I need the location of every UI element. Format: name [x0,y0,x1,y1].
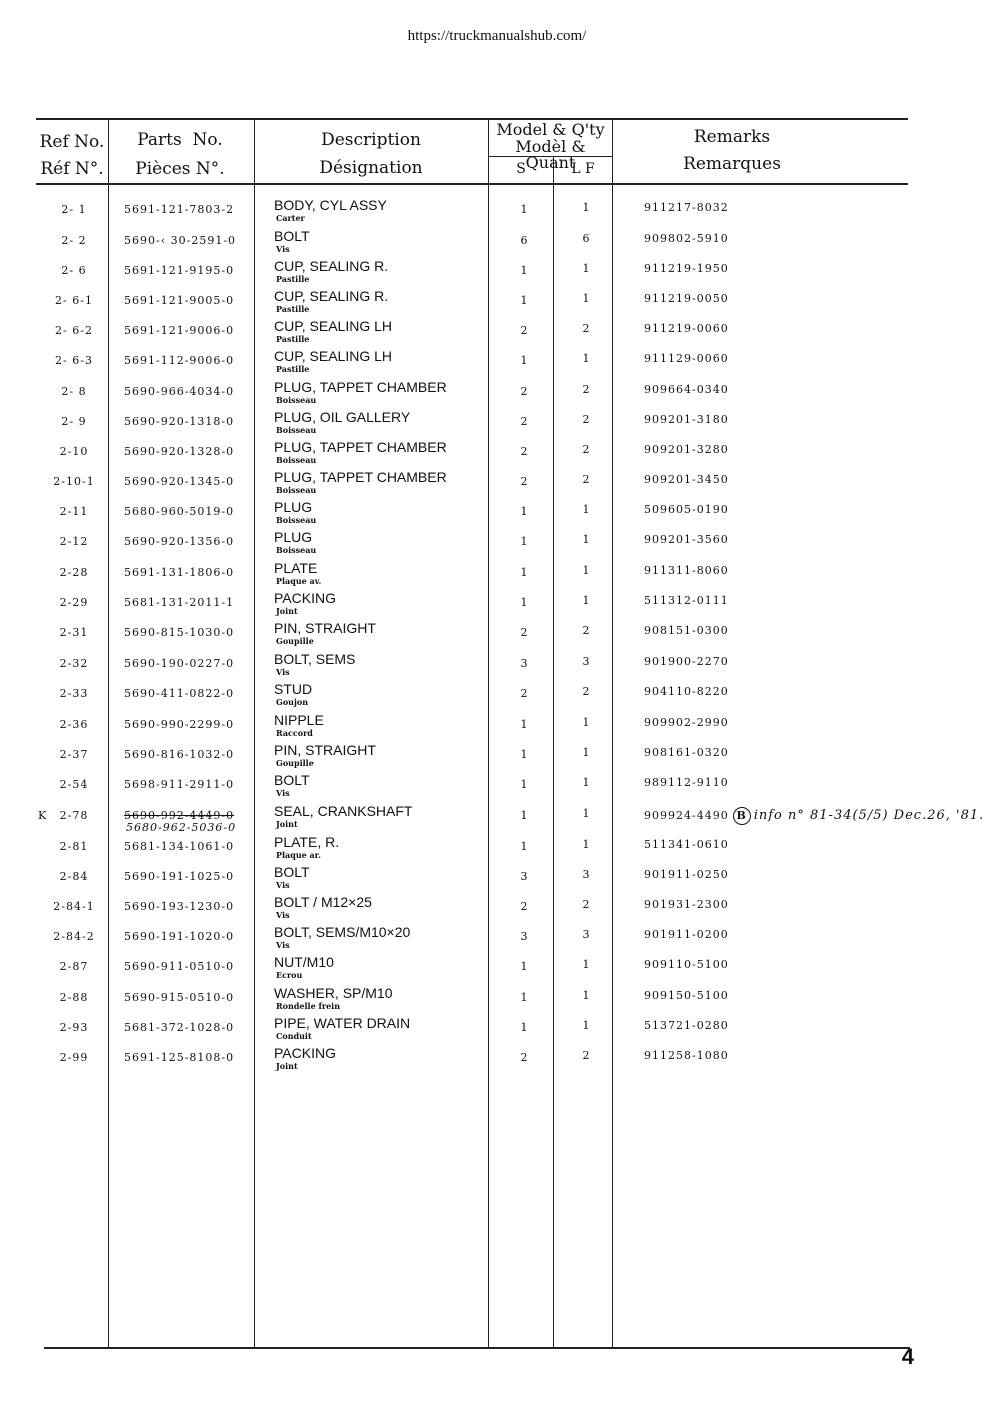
designation: Boisseau [276,455,317,465]
remark-code: 911217-8032 [644,201,729,214]
designation: Rondelle frein [276,1001,341,1011]
table-row [0,348,994,378]
qty-s: 3 [520,657,528,670]
designation: Ecrou [276,970,303,980]
note-container [733,808,985,823]
remark-code: 909802-5910 [644,232,729,245]
header-col-lf: L F [571,161,595,177]
qty-s: 2 [520,687,528,700]
header-model-fr: Modèl & Quant [515,137,586,172]
part-no: 5680-960-5019-0 [124,505,235,518]
description: BOLT, SEMS [274,651,356,667]
part-no: 5690-190-0227-0 [124,657,235,670]
remark [644,383,729,396]
designation: Plaque ar. [276,850,321,860]
remark [644,564,729,577]
designation: Vis [276,940,290,950]
description: BOLT [274,228,310,244]
ref-no: 2- 8 [61,385,87,398]
part-no: 5681-134-1061-0 [124,840,235,853]
header-ref-fr: Réf N°. [40,159,104,179]
table-row [0,499,994,529]
remark-code: 909201-3560 [644,533,729,546]
header-remarks-en: Remarks [693,127,771,147]
table-row [0,1015,994,1045]
replacement-part-no: 5680-962-5036-0 [126,821,237,834]
source-url[interactable]: https://truckmanualshub.com/ [407,28,587,44]
description: PLATE, R. [274,834,340,850]
remark-code: 511312-0111 [644,594,729,607]
description: PLUG, TAPPET CHAMBER [274,379,447,395]
remark-code: 908151-0300 [644,624,729,637]
designation: Boisseau [276,425,317,435]
qty-s: 2 [520,900,528,913]
part-no: 5690-191-1020-0 [124,930,235,943]
description: BOLT [274,772,310,788]
designation: Vis [276,880,290,890]
qty-lf: 1 [582,564,590,577]
qty-s: 1 [520,718,528,731]
qty-lf: 1 [582,838,590,851]
part-no: 5698-911-2911-0 [124,778,235,791]
qty-lf: 2 [582,685,590,698]
table-row [0,469,994,499]
qty-s: 1 [520,596,528,609]
designation: Boisseau [276,485,317,495]
remark [644,473,729,486]
remark-code: 901911-0200 [644,928,729,941]
remark-code: 909201-3180 [644,413,729,426]
remark-code: 911129-0060 [644,352,729,365]
description: BODY, CYL ASSY [274,197,387,213]
qty-s: 3 [520,930,528,943]
ref-no: 2- 2 [61,234,87,247]
ref-no: 2-36 [59,718,89,731]
part-no: 5690-191-1025-0 [124,870,235,883]
qty-lf: 6 [582,232,590,245]
description: PIN, STRAIGHT [274,620,376,636]
remark [644,868,729,881]
remark [644,443,729,456]
description: CUP, SEALING LH [274,348,393,364]
header-desc-fr: Désignation [319,158,423,178]
ref-no: 2-84-2 [53,930,95,943]
ref-no: 2- 6-3 [55,354,93,367]
ref-no: 2-11 [59,505,89,518]
table-row [0,651,994,681]
qty-lf: 1 [582,201,590,214]
designation: Carter [276,213,305,223]
qty-lf: 2 [582,413,590,426]
part-no: 5691-131-1806-0 [124,566,235,579]
ref-no: 2-84-1 [53,900,95,913]
designation: Vis [276,244,290,254]
ref-no: 2- 6-1 [55,294,93,307]
qty-lf: 1 [582,776,590,789]
header-ref-en: Ref No. [39,132,105,152]
ref-no: 2-10-1 [53,475,95,488]
qty-lf: 1 [582,262,590,275]
part-no: 5690-816-1032-0 [124,748,235,761]
ref-no: 2- 6 [61,264,87,277]
designation: Joint [276,819,298,829]
remark-code: 908161-0320 [644,746,729,759]
part-no: 5690-920-1318-0 [124,415,235,428]
qty-lf: 1 [582,352,590,365]
remark-code: 909902-2990 [644,716,729,729]
remark [644,838,729,851]
table-row [0,1045,994,1075]
ref-no: 2-93 [59,1021,89,1034]
qty-lf: 1 [582,989,590,1002]
qty-lf: 3 [582,655,590,668]
designation: Pastille [276,364,310,374]
remark-code: 909664-0340 [644,383,729,396]
part-no: 5681-131-2011-1 [124,596,235,609]
table-row [0,228,994,258]
remark [644,989,729,1002]
designation: Joint [276,1061,298,1071]
description: SEAL, CRANKSHAFT [274,803,413,819]
header-col-s: S [516,161,526,177]
remark-code: 909201-3450 [644,473,729,486]
description: NUT/M10 [274,954,334,970]
qty-lf: 1 [582,746,590,759]
part-no: 5691-121-9005-0 [124,294,235,307]
remark [644,413,729,426]
designation: Pastille [276,304,310,314]
qty-lf: 2 [582,443,590,456]
table-row [0,712,994,742]
description: PIPE, WATER DRAIN [274,1015,411,1031]
part-no: 5690-411-0822-0 [124,687,235,700]
designation: Goupille [276,758,314,768]
ref-no: 2-81 [59,840,89,853]
qty-lf: 1 [582,503,590,516]
qty-lf: 1 [582,716,590,729]
designation: Vis [276,910,290,920]
remark-code: 911219-0060 [644,322,729,335]
qty-s: 1 [520,809,528,822]
header-parts-en: Parts No. [137,130,223,150]
table-row [0,258,994,288]
description: PACKING [274,590,336,606]
part-no: 5691-125-8108-0 [124,1051,235,1064]
ref-no: 2-31 [59,626,89,639]
remark-code: 909201-3280 [644,443,729,456]
qty-lf: 1 [582,594,590,607]
qty-s: 1 [520,991,528,1004]
header-desc-en: Description [321,130,421,150]
part-no: 5691-121-9006-0 [124,324,235,337]
ref-no: 2-78 [59,809,89,822]
table-row [0,954,994,984]
description: PLUG [274,529,313,545]
remark-code: 911219-0050 [644,292,729,305]
remark [644,807,984,825]
part-no: 5690-920-1345-0 [124,475,235,488]
qty-s: 2 [520,324,528,337]
remark [644,746,729,759]
ref-no: 2-28 [59,566,89,579]
remark [644,262,729,275]
qty-s: 1 [520,203,528,216]
designation: Boisseau [276,395,317,405]
row-mark: K [38,809,47,822]
table-bottom-rule [44,1347,910,1349]
ref-no: 2-32 [59,657,89,670]
note-badge: B [733,807,751,825]
designation: Vis [276,788,290,798]
designation: Pastille [276,334,310,344]
part-no: 5690-920-1328-0 [124,445,235,458]
ref-no: 2- 1 [61,203,87,216]
qty-s: 2 [520,1051,528,1064]
description: BOLT, SEMS/M10×20 [274,924,411,940]
remark-code: 909150-5100 [644,989,729,1002]
description: BOLT / M12×25 [274,894,372,910]
header-model-en: Model & Q'ty [496,120,605,139]
remark [644,898,729,911]
ref-no: 2-84 [59,870,89,883]
qty-s: 2 [520,475,528,488]
ref-no: 2-33 [59,687,89,700]
qty-s: 2 [520,415,528,428]
part-no: 5690-920-1356-0 [124,535,235,548]
table-row [0,379,994,409]
qty-lf: 1 [582,292,590,305]
description: PLATE [274,560,318,576]
header-bottom-rule [36,183,908,185]
description: PACKING [274,1045,336,1061]
description: STUD [274,681,313,697]
remark [644,322,729,335]
qty-s: 3 [520,870,528,883]
table-row [0,620,994,650]
remark [644,716,729,729]
qty-lf: 2 [582,322,590,335]
qty-lf: 1 [582,807,590,820]
designation: Boisseau [276,545,317,555]
qty-s: 1 [520,748,528,761]
qty-s: 2 [520,445,528,458]
designation: Pastille [276,274,310,284]
table-row [0,742,994,772]
remark [644,1049,729,1062]
remark [644,503,729,516]
qty-lf: 3 [582,868,590,881]
part-no: 5691-121-7803-2 [124,203,235,216]
remark [644,352,729,365]
qty-s: 1 [520,535,528,548]
qty-s: 1 [520,840,528,853]
table-row [0,318,994,348]
ref-no: 2-54 [59,778,89,791]
remark-code: 911311-8060 [644,564,729,577]
header-remarks-fr: Remarques [683,154,781,174]
qty-s: 1 [520,294,528,307]
ref-no: 2- 6-2 [55,324,93,337]
qty-s: 1 [520,960,528,973]
qty-s: 1 [520,505,528,518]
table-row [0,681,994,711]
table-row [0,409,994,439]
table-row [0,772,994,802]
qty-s: 2 [520,385,528,398]
remark [644,292,729,305]
part-no: 5690-‹ 30-2591-0 [124,234,237,247]
qty-s: 6 [520,234,528,247]
table-row [0,439,994,469]
description: NIPPLE [274,712,324,728]
table-row [0,197,994,227]
description: PIN, STRAIGHT [274,742,376,758]
ref-no: 2-87 [59,960,89,973]
table-row [0,985,994,1015]
remark-code: 989112-9110 [644,776,729,789]
description: CUP, SEALING R. [274,258,389,274]
remark-code: 904110-8220 [644,685,729,698]
qty-lf: 2 [582,1049,590,1062]
remark [644,928,729,941]
description: PLUG, TAPPET CHAMBER [274,439,447,455]
part-no: 5691-121-9195-0 [124,264,235,277]
table-row [0,924,994,954]
ref-no: 2-88 [59,991,89,1004]
qty-lf: 2 [582,383,590,396]
table-row [0,529,994,559]
part-no: 5690-915-0510-0 [124,991,235,1004]
part-no: 5690-990-2299-0 [124,718,235,731]
designation: Boisseau [276,515,317,525]
qty-lf: 2 [582,473,590,486]
table-row [0,288,994,318]
qty-lf: 1 [582,1019,590,1032]
table-row [0,590,994,620]
table-row [0,560,994,590]
page-number: 4 [901,1344,914,1369]
table-top-rule [36,118,908,120]
remark [644,685,729,698]
qty-s: 2 [520,626,528,639]
remark [644,624,729,637]
remark [644,1019,729,1032]
designation: Joint [276,606,298,616]
part-no: 5690-992-4449-0 [124,809,235,822]
description: BOLT [274,864,310,880]
designation: Goujon [276,697,309,707]
description: CUP, SEALING R. [274,288,389,304]
qty-s: 1 [520,778,528,791]
part-no: 5690-966-4034-0 [124,385,235,398]
qty-lf: 2 [582,898,590,911]
ref-no: 2-10 [59,445,89,458]
ref-no: 2-37 [59,748,89,761]
remark [644,776,729,789]
description: PLUG, TAPPET CHAMBER [274,469,447,485]
header-parts-fr: Pièces N°. [135,159,225,179]
remark [644,594,729,607]
part-no: 5681-372-1028-0 [124,1021,235,1034]
description: CUP, SEALING LH [274,318,393,334]
description: WASHER, SP/M10 [274,985,393,1001]
remark-code: 911219-1950 [644,262,729,275]
part-no: 5690-815-1030-0 [124,626,235,639]
remark [644,201,729,214]
remark-code: 909110-5100 [644,958,729,971]
remark-code: 911258-1080 [644,1049,729,1062]
remark-code: 513721-0280 [644,1019,729,1032]
ref-no: 2-12 [59,535,89,548]
table-row [0,834,994,864]
remark-code: 901911-0250 [644,868,729,881]
designation: Vis [276,667,290,677]
remark-code: 909924-4490 [644,809,729,822]
handwritten-note: info n° 81-34(5/5) Dec.26, '81. [753,808,985,823]
remark [644,958,729,971]
remark [644,533,729,546]
qty-s: 1 [520,354,528,367]
designation: Raccord [276,728,313,738]
table-row [0,894,994,924]
remark [644,655,729,668]
remark-code: 901931-2300 [644,898,729,911]
designation: Conduit [276,1031,312,1041]
remark-code: 509605-0190 [644,503,729,516]
table-row [0,803,994,833]
part-no: 5690-911-0510-0 [124,960,235,973]
qty-lf: 3 [582,928,590,941]
description: PLUG [274,499,313,515]
description: PLUG, OIL GALLERY [274,409,411,425]
qty-s: 1 [520,1021,528,1034]
qty-s: 1 [520,264,528,277]
remark-code: 901900-2270 [644,655,729,668]
qty-lf: 1 [582,958,590,971]
part-no: 5691-112-9006-0 [124,354,235,367]
remark [644,232,729,245]
table-row [0,864,994,894]
qty-lf: 1 [582,533,590,546]
part-no: 5690-193-1230-0 [124,900,235,913]
qty-lf: 2 [582,624,590,637]
designation: Goupille [276,636,314,646]
designation: Plaque av. [276,576,322,586]
qty-s: 1 [520,566,528,579]
ref-no: 2-99 [59,1051,89,1064]
ref-no: 2- 9 [61,415,87,428]
remark-code: 511341-0610 [644,838,729,851]
ref-no: 2-29 [59,596,89,609]
